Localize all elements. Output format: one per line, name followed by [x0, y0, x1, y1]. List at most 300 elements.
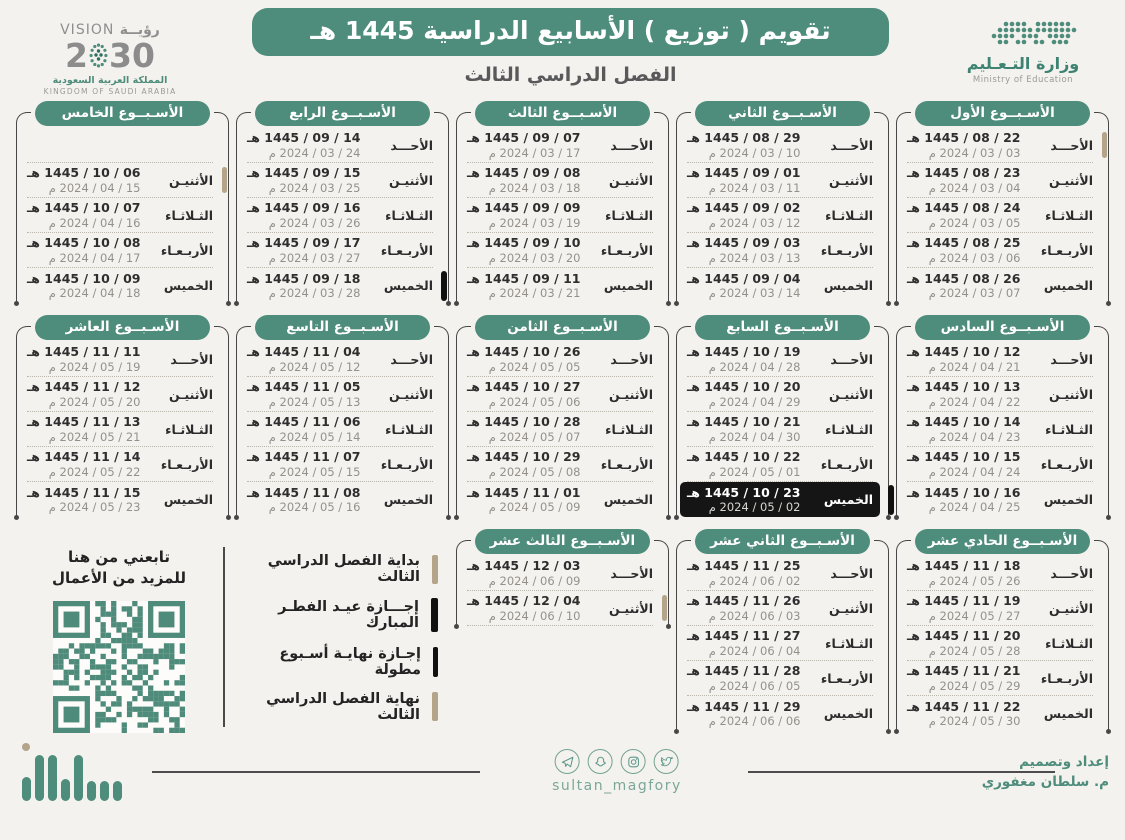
- hijri-date: 03 / 12 / 1445 هـ: [467, 558, 581, 573]
- hijri-date: 20 / 10 / 1445 هـ: [687, 379, 801, 394]
- gregorian-date: 23 / 05 / 2024 م: [48, 500, 141, 515]
- day-name: الثـلاثـاء: [1045, 207, 1093, 223]
- day-row: [687, 412, 873, 447]
- gregorian-date: 14 / 03 / 2024 م: [708, 286, 801, 301]
- day-name: الأربـعـاء: [600, 456, 653, 472]
- vision-year-left: 2: [65, 36, 89, 75]
- week-card-9: [237, 315, 448, 521]
- logo-bar: [61, 779, 70, 801]
- hijri-date: 07 / 11 / 1445 هـ: [247, 449, 361, 464]
- day-dates: [247, 235, 360, 265]
- day-dates: [687, 558, 800, 588]
- hijri-date: 29 / 11 / 1445 هـ: [687, 698, 801, 714]
- day-row: [247, 128, 433, 163]
- gregorian-date: 03 / 03 / 2024 م: [928, 145, 1021, 160]
- day-dates: [907, 235, 1020, 265]
- legend-items: [231, 543, 442, 737]
- week-card-10: [17, 315, 228, 521]
- day-row: [907, 128, 1093, 163]
- credits: [982, 753, 1109, 792]
- day-dates: [907, 593, 1020, 623]
- hijri-date: 13 / 11 / 1445 هـ: [27, 414, 141, 429]
- gregorian-date: 16 / 04 / 2024 م: [48, 215, 141, 230]
- hijri-date: 12 / 11 / 1445 هـ: [27, 379, 141, 394]
- hijri-date: 24 / 08 / 1445 هـ: [907, 200, 1021, 215]
- day-dates: [687, 344, 800, 374]
- day-name: الأحـــد: [830, 565, 873, 581]
- day-dates: [467, 344, 580, 374]
- day-name: الأثنيـن: [828, 172, 873, 188]
- day-name: الأثنيـن: [608, 386, 653, 402]
- hijri-date: 08 / 09 / 1445 هـ: [467, 165, 581, 180]
- hijri-date: 14 / 11 / 1445 هـ: [27, 449, 141, 464]
- logo-bar: [113, 781, 122, 801]
- day-dates: [247, 414, 360, 444]
- legend-bar-icon: [431, 598, 438, 632]
- day-row: [687, 377, 873, 412]
- hijri-date: 06 / 10 / 1445 هـ: [27, 165, 141, 180]
- vision-ar: رؤيــة: [119, 22, 160, 38]
- hijri-date: 29 / 08 / 1445 هـ: [687, 130, 801, 145]
- legend-bar-icon: [432, 555, 438, 584]
- follow-line-2: للمزيد من الأعمال: [52, 569, 186, 587]
- day-row: [467, 128, 653, 163]
- gregorian-date: 24 / 04 / 2024 م: [928, 464, 1021, 479]
- week-title: الأسـبــوع الأول: [915, 101, 1090, 126]
- day-name: الثـلاثـاء: [825, 421, 873, 437]
- logo-bar: [100, 781, 109, 801]
- day-name: الأثنيـن: [388, 172, 433, 188]
- day-row: [467, 482, 653, 517]
- day-row: [907, 626, 1093, 661]
- hijri-date: 16 / 09 / 1445 هـ: [247, 200, 361, 215]
- gregorian-date: 06 / 06 / 2024 م: [708, 714, 801, 729]
- day-row: [687, 696, 873, 731]
- week-rows: [237, 340, 448, 517]
- week-title: الأسـبــوع الثاني: [695, 101, 870, 126]
- ministry-name-en: Ministry of Education: [972, 75, 1074, 85]
- day-row: [247, 447, 433, 482]
- hijri-date: 11 / 11 / 1445 هـ: [27, 344, 141, 359]
- day-dates: [467, 593, 580, 623]
- day-dates: [467, 130, 580, 160]
- day-dates: [27, 200, 140, 230]
- day-dates: [247, 271, 360, 301]
- gregorian-date: 09 / 06 / 2024 م: [488, 573, 581, 588]
- day-row: [247, 377, 433, 412]
- day-row: [27, 342, 213, 377]
- week-title: الأسـبــوع الثالث عشر: [475, 529, 650, 554]
- day-name: الأربـعـاء: [820, 242, 873, 258]
- gregorian-date: 24 / 03 / 2024 م: [268, 145, 361, 160]
- week-title: الأسـبــوع الثالث: [475, 101, 650, 126]
- hijri-date: 09 / 09 / 1445 هـ: [467, 200, 581, 215]
- week-rows: [457, 126, 668, 303]
- day-dates: [687, 200, 800, 230]
- day-dates: [27, 165, 140, 195]
- hijri-date: 12 / 10 / 1445 هـ: [907, 344, 1021, 359]
- day-name: الثـلاثـاء: [825, 635, 873, 651]
- gregorian-date: 23 / 04 / 2024 م: [928, 429, 1021, 444]
- day-dates: [467, 379, 580, 409]
- day-row: [907, 342, 1093, 377]
- hijri-date: 09 / 10 / 1445 هـ: [27, 270, 141, 286]
- hijri-date: 07 / 09 / 1445 هـ: [467, 130, 581, 145]
- day-row: [467, 342, 653, 377]
- gregorian-date: 10 / 06 / 2024 م: [488, 608, 581, 623]
- day-name: الأربـعـاء: [1040, 670, 1093, 686]
- day-name: الأثنيـن: [168, 172, 213, 188]
- day-name: الأحـــد: [1050, 137, 1093, 153]
- day-name: الأحـــد: [610, 565, 653, 581]
- gregorian-date: 22 / 04 / 2024 م: [928, 394, 1021, 409]
- hijri-date: 15 / 10 / 1445 هـ: [907, 449, 1021, 464]
- holiday-marker: [1102, 132, 1107, 158]
- day-row: [467, 233, 653, 268]
- hijri-date: 18 / 11 / 1445 هـ: [907, 558, 1021, 573]
- day-name: الثـلاثـاء: [165, 421, 213, 437]
- day-row: [27, 268, 213, 303]
- day-row: [27, 233, 213, 268]
- gregorian-date: 03 / 06 / 2024 م: [708, 608, 801, 623]
- day-dates: [907, 200, 1020, 230]
- day-row: [467, 198, 653, 233]
- hijri-date: 28 / 10 / 1445 هـ: [467, 414, 581, 429]
- day-name: الأثنيـن: [1048, 386, 1093, 402]
- week-title: الأسـبــوع الرابع: [255, 101, 430, 126]
- day-row: [467, 377, 653, 412]
- day-dates: [247, 165, 360, 195]
- day-name: الأحـــد: [610, 137, 653, 153]
- day-dates: [907, 414, 1020, 444]
- gregorian-date: 11 / 03 / 2024 م: [708, 180, 801, 195]
- day-row: [27, 412, 213, 447]
- logo-bar: [74, 755, 83, 801]
- day-dates: [907, 271, 1020, 301]
- holiday-marker: [662, 595, 667, 621]
- gregorian-date: 13 / 05 / 2024 م: [268, 394, 361, 409]
- day-row: [27, 482, 213, 517]
- day-name: الثـلاثـاء: [605, 207, 653, 223]
- day-dates: [907, 165, 1020, 195]
- hijri-date: 15 / 11 / 1445 هـ: [27, 484, 141, 500]
- day-name: الأثنيـن: [1048, 172, 1093, 188]
- legend-label: إجـازة نهايـة أسـبوع مطولة: [279, 645, 421, 678]
- weeks-grid: [0, 101, 1125, 737]
- day-dates: [467, 271, 580, 301]
- vision-country-en: KINGDOM OF SAUDI ARABIA: [43, 87, 177, 96]
- hijri-date: 21 / 11 / 1445 هـ: [907, 663, 1021, 678]
- hijri-date: 19 / 11 / 1445 هـ: [907, 593, 1021, 608]
- legend-bar-icon: [433, 647, 438, 677]
- legend-item: [247, 646, 438, 678]
- day-name: الخميس: [1043, 278, 1093, 293]
- credit-line-1: إعداد وتصميم: [1019, 754, 1109, 770]
- gregorian-date: 02 / 06 / 2024 م: [708, 573, 801, 588]
- day-name: الأثنيـن: [1048, 600, 1093, 616]
- hijri-date: 04 / 11 / 1445 هـ: [247, 344, 361, 359]
- ministry-dots-icon: [962, 20, 1084, 48]
- palm-emblem-icon: [88, 42, 109, 69]
- day-dates: [907, 449, 1020, 479]
- day-name: الأحـــد: [830, 137, 873, 153]
- vision-year: [16, 36, 204, 75]
- gregorian-date: 21 / 04 / 2024 م: [928, 359, 1021, 374]
- day-dates: [687, 449, 800, 479]
- week-card-13: [457, 529, 668, 630]
- snapchat-icon: [588, 749, 613, 774]
- day-name: الثـلاثـاء: [165, 207, 213, 223]
- week-title: الأسـبــوع الثامن: [475, 315, 650, 340]
- day-row: [467, 268, 653, 303]
- hijri-date: 21 / 10 / 1445 هـ: [687, 414, 801, 429]
- gregorian-date: 21 / 03 / 2024 م: [488, 286, 581, 301]
- gregorian-date: 26 / 03 / 2024 م: [268, 215, 361, 230]
- day-dates: [907, 699, 1020, 729]
- gregorian-date: 06 / 03 / 2024 م: [928, 250, 1021, 265]
- day-row: [247, 233, 433, 268]
- day-name: الأحـــد: [610, 351, 653, 367]
- day-name: الأثنيـن: [828, 600, 873, 616]
- gregorian-date: 28 / 05 / 2024 م: [928, 643, 1021, 658]
- day-name: الخميس: [823, 492, 873, 507]
- day-dates: [467, 558, 580, 588]
- day-name: الثـلاثـاء: [1045, 635, 1093, 651]
- week-rows: [677, 126, 888, 303]
- gregorian-date: 27 / 05 / 2024 م: [928, 608, 1021, 623]
- hijri-date: 26 / 11 / 1445 هـ: [687, 593, 801, 608]
- day-row: [27, 198, 213, 233]
- day-row: [27, 377, 213, 412]
- hijri-date: 19 / 10 / 1445 هـ: [687, 344, 801, 359]
- gregorian-date: 12 / 05 / 2024 م: [268, 359, 361, 374]
- day-dates: [247, 449, 360, 479]
- hijri-date: 26 / 10 / 1445 هـ: [467, 344, 581, 359]
- gregorian-date: 08 / 05 / 2024 م: [488, 464, 581, 479]
- instagram-icon: [621, 749, 646, 774]
- day-name: الأربـعـاء: [1040, 456, 1093, 472]
- week-rows: [897, 340, 1108, 517]
- day-name: الأحـــد: [1050, 351, 1093, 367]
- gregorian-date: 07 / 03 / 2024 م: [928, 286, 1021, 301]
- hijri-date: 14 / 09 / 1445 هـ: [247, 130, 361, 145]
- day-row: [687, 556, 873, 591]
- day-row: [687, 233, 873, 268]
- day-row: [687, 128, 873, 163]
- day-dates: [27, 414, 140, 444]
- day-dates: [907, 344, 1020, 374]
- gregorian-date: 15 / 05 / 2024 م: [268, 464, 361, 479]
- day-dates: [467, 414, 580, 444]
- day-dates: [907, 558, 1020, 588]
- day-name: الثـلاثـاء: [605, 421, 653, 437]
- day-dates: [687, 235, 800, 265]
- gregorian-date: 14 / 05 / 2024 م: [268, 429, 361, 444]
- gregorian-date: 25 / 04 / 2024 م: [928, 500, 1021, 515]
- hijri-date: 27 / 10 / 1445 هـ: [467, 379, 581, 394]
- day-dates: [467, 200, 580, 230]
- vision-country-ar: المملكة العربية السعودية: [52, 75, 168, 86]
- day-row: [467, 163, 653, 198]
- gregorian-date: 26 / 05 / 2024 م: [928, 573, 1021, 588]
- vision-en: VISION: [60, 22, 115, 38]
- hijri-date: 25 / 11 / 1445 هـ: [687, 558, 801, 573]
- hijri-date: 29 / 10 / 1445 هـ: [467, 449, 581, 464]
- gregorian-date: 29 / 04 / 2024 م: [708, 394, 801, 409]
- day-dates: [27, 449, 140, 479]
- hijri-date: 10 / 09 / 1445 هـ: [467, 235, 581, 250]
- day-row: [907, 696, 1093, 731]
- gregorian-date: 19 / 05 / 2024 م: [48, 359, 141, 374]
- hijri-date: 08 / 11 / 1445 هـ: [247, 484, 361, 500]
- legend-item: [247, 598, 438, 632]
- ministry-logo: [937, 8, 1109, 85]
- gregorian-date: 06 / 05 / 2024 م: [488, 394, 581, 409]
- telegram-icon: [555, 749, 580, 774]
- page-subtitle: الفصل الدراسي الثالث: [464, 64, 677, 86]
- gregorian-date: 04 / 03 / 2024 م: [928, 180, 1021, 195]
- gregorian-date: 20 / 03 / 2024 م: [488, 250, 581, 265]
- week-card-4: [237, 101, 448, 307]
- day-name: الخميس: [1043, 492, 1093, 507]
- gregorian-date: 30 / 05 / 2024 م: [928, 714, 1021, 729]
- holiday-marker: [888, 485, 894, 515]
- week-rows: [457, 554, 668, 626]
- hijri-date: 07 / 10 / 1445 هـ: [27, 200, 141, 215]
- hijri-date: 02 / 09 / 1445 هـ: [687, 200, 801, 215]
- page-footer: [0, 741, 1125, 815]
- hijri-date: 26 / 08 / 1445 هـ: [907, 270, 1021, 286]
- gregorian-date: 05 / 03 / 2024 م: [928, 215, 1021, 230]
- day-dates: [687, 628, 800, 658]
- day-row: [687, 268, 873, 303]
- hijri-date: 23 / 10 / 1445 هـ: [687, 484, 801, 500]
- week-card-12: [677, 529, 888, 735]
- legend-bar-icon: [432, 692, 438, 721]
- gregorian-date: 02 / 05 / 2024 م: [708, 500, 801, 515]
- hijri-date: 23 / 08 / 1445 هـ: [907, 165, 1021, 180]
- week-card-3: [457, 101, 668, 307]
- day-dates: [27, 235, 140, 265]
- logo-bar: [35, 755, 44, 801]
- ministry-name-ar: وزارة التـعـليم: [966, 54, 1080, 73]
- day-row: [247, 342, 433, 377]
- day-dates: [907, 379, 1020, 409]
- hijri-date: 05 / 11 / 1445 هـ: [247, 379, 361, 394]
- hijri-date: 15 / 09 / 1445 هـ: [247, 165, 361, 180]
- holiday-marker: [222, 167, 227, 193]
- hijri-date: 11 / 09 / 1445 هـ: [467, 270, 581, 286]
- day-name: الأربـعـاء: [160, 242, 213, 258]
- day-name: الخميس: [823, 706, 873, 721]
- day-row: [247, 198, 433, 233]
- hijri-date: 14 / 10 / 1445 هـ: [907, 414, 1021, 429]
- day-row: [907, 412, 1093, 447]
- logo-bar: [87, 781, 96, 801]
- logo-dot: [22, 743, 30, 751]
- hijri-date: 27 / 11 / 1445 هـ: [687, 628, 801, 643]
- day-row: [687, 342, 873, 377]
- week-title: الأسـبــوع السادس: [915, 315, 1090, 340]
- day-name: الأثنيـن: [388, 386, 433, 402]
- hijri-date: 16 / 10 / 1445 هـ: [907, 484, 1021, 500]
- gregorian-date: 05 / 05 / 2024 م: [488, 359, 581, 374]
- day-name: الأربـعـاء: [820, 456, 873, 472]
- day-row: [687, 198, 873, 233]
- day-dates: [467, 485, 580, 515]
- day-dates: [687, 130, 800, 160]
- day-row: [467, 412, 653, 447]
- week-rows: [17, 126, 228, 303]
- week-rows: [17, 340, 228, 517]
- week-rows: [897, 554, 1108, 731]
- day-name: الخميس: [163, 278, 213, 293]
- day-dates: [247, 130, 360, 160]
- day-row: [680, 482, 880, 517]
- legend-label: نهاية الفصل الدراسي الثالث: [266, 690, 420, 723]
- logo-bar: [22, 777, 31, 801]
- qr-block: [21, 543, 217, 737]
- day-row: [687, 661, 873, 696]
- hijri-date: 04 / 09 / 1445 هـ: [687, 270, 801, 286]
- day-name: الأحـــد: [170, 351, 213, 367]
- day-row: [687, 626, 873, 661]
- vision-2030-logo: [16, 8, 204, 96]
- footer-divider-left: [152, 771, 480, 773]
- legend-item: [247, 691, 438, 723]
- day-dates: [687, 593, 800, 623]
- day-name: الأربـعـاء: [600, 242, 653, 258]
- day-dates: [907, 663, 1020, 693]
- gregorian-date: 25 / 03 / 2024 م: [268, 180, 361, 195]
- week-card-1: [897, 101, 1108, 307]
- week-title: الأسـبــوع الخامس: [35, 101, 210, 126]
- day-row: [907, 198, 1093, 233]
- day-row: [907, 377, 1093, 412]
- day-dates: [907, 628, 1020, 658]
- logo-bar: [48, 755, 57, 801]
- week-rows: [237, 126, 448, 303]
- week-title: الأسـبــوع التاسع: [255, 315, 430, 340]
- hijri-date: 06 / 11 / 1445 هـ: [247, 414, 361, 429]
- day-row: [27, 447, 213, 482]
- gregorian-date: 28 / 04 / 2024 م: [708, 359, 801, 374]
- gregorian-date: 27 / 03 / 2024 م: [268, 250, 361, 265]
- legend-divider: [223, 547, 225, 727]
- hijri-date: 22 / 08 / 1445 هـ: [907, 130, 1021, 145]
- day-name: الأربـعـاء: [820, 670, 873, 686]
- day-dates: [907, 485, 1020, 515]
- gregorian-date: 21 / 05 / 2024 م: [48, 429, 141, 444]
- gregorian-date: 17 / 04 / 2024 م: [48, 250, 141, 265]
- legend-label: إجـــازة عيـد الفطـر المبارك: [278, 599, 419, 632]
- legend-item: [247, 553, 438, 585]
- day-name: الثـلاثـاء: [385, 207, 433, 223]
- day-dates: [27, 485, 140, 515]
- week-card-6: [897, 315, 1108, 521]
- day-dates: [27, 344, 140, 374]
- day-name: الخميس: [163, 492, 213, 507]
- day-row: [907, 482, 1093, 517]
- day-row: [687, 447, 873, 482]
- gregorian-date: 04 / 06 / 2024 م: [708, 643, 801, 658]
- gregorian-date: 20 / 05 / 2024 م: [48, 394, 141, 409]
- day-dates: [27, 379, 140, 409]
- day-row: [467, 447, 653, 482]
- gregorian-date: 16 / 05 / 2024 م: [268, 500, 361, 515]
- day-name: الأحـــد: [1050, 565, 1093, 581]
- gregorian-date: 29 / 05 / 2024 م: [928, 678, 1021, 693]
